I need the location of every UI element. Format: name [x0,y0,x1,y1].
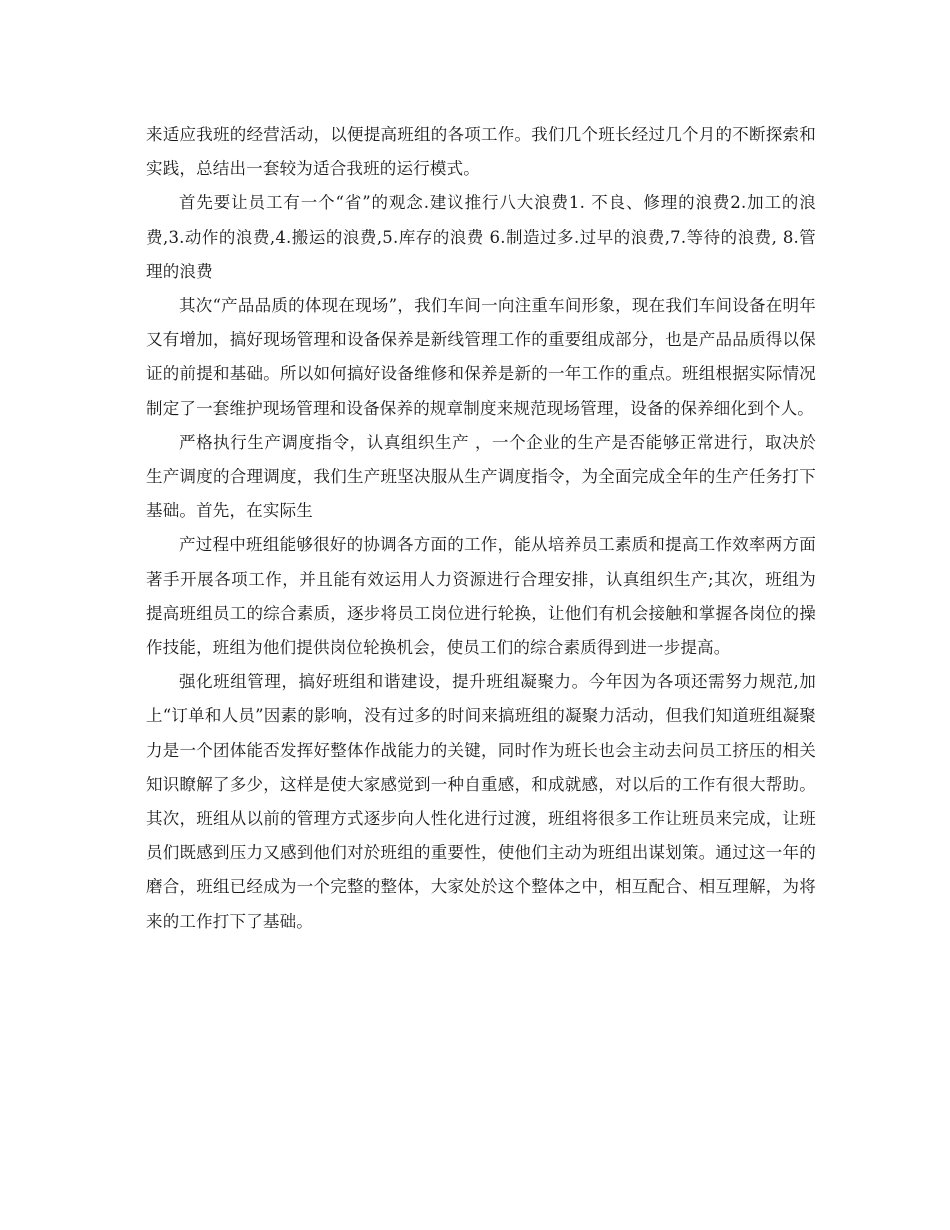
document-body [146,118,816,939]
paragraph-3: 其次“产品品质的体现在现场”，我们车间一向注重车间形象，现在我们车间设备在明年又有增加，搞好现场管理和设备保养是新线管理工作的重要组成部分，也是产品品质得以保证的前提和基础。所以如何搞好设备维修和保养是新的一年工作的重点。班组根据实际情况制定了一套维护现场管理和设备保养的规章制度来规范现场管理，设备的保养细化到个人。 [146,296,816,418]
paragraph-4: 严格执行生产调度指令，认真组织生产 ，一个企业的生产是否能够正常进行，取决於生产调度的合理调度，我们生产班坚决服从生产调度指令，为全面完成全年的生产任务打下基础。首先，在实际生 [146,432,816,521]
paragraph-2: 首先要让员工有一个“省”的观念.建议推行八大浪费1. 不良、修理的浪费2.加工的浪费,3.动作的浪费,4.搬运的浪费,5.库存的浪费 6.制造过多.过早的浪费,7.等待的浪费, 8.管理的浪费 [146,193,816,281]
paragraph-6: 强化班组管理，搞好班组和谐建设，提升班组凝聚力。今年因为各项还需努力规范,加上“订单和人员”因素的影响，没有过多的时间来搞班组的凝聚力活动，但我们知道班组凝聚力是一个团体能否发挥好整体作战能力的关键，同时作为班长也会主动去问员工挤压的相关知识瞭解了多少，这样是使大家感觉到一种自重感，和成就感，对以后的工作有很大帮助。其次，班组从以前的管理方式逐步向人性化进行过渡，班组将很多工作让班员来完成，让班员们既感到压力又感到他们对於班组的重要性，使他们主动为班组出谋划策。通过这一年的磨合，班组已经成为一个完整的整体，大家处於这个整体之中，相互配合、相互理解，为将来的工作打下了基础。 [146,672,816,931]
paragraph-1: 来适应我班的经营活动，以便提高班组的各项工作。我们几个班长经过几个月的不断探索和实践，总结出一套较为适合我班的运行模式。 [146,125,816,179]
paragraph-5: 产过程中班组能够很好的协调各方面的工作，能从培养员工素质和提高工作效率两方面著手开展各项工作，并且能有效运用人力资源进行合理安排，认真组织生产;其次，班组为提高班组员工的综合素质，逐步将员工岗位进行轮换，让他们有机会接触和掌握各岗位的操作技能，班组为他们提供岗位轮换机会，使员工们的综合素质得到进一步提高。 [146,535,816,658]
